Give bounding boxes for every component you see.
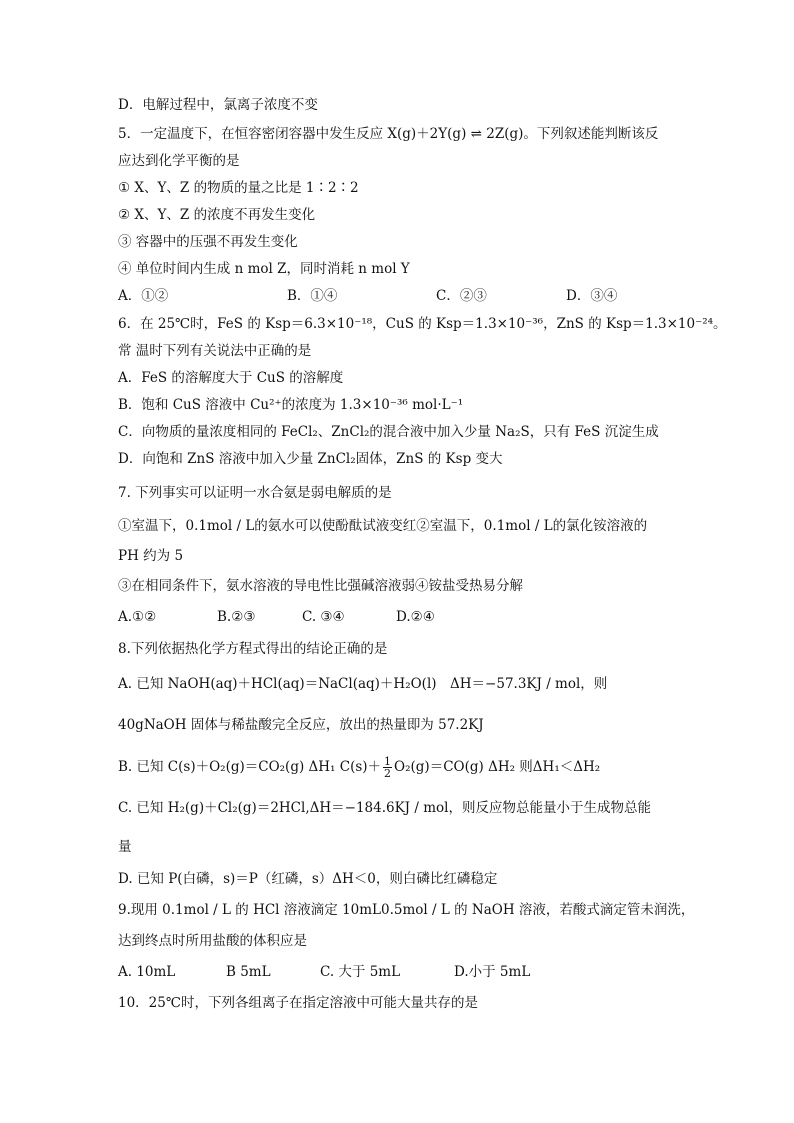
q4-option-d: D．电解过程中，氯离子浓度不变 — [118, 97, 318, 113]
q5-option-d: D．③④ — [566, 288, 618, 304]
q7-option-a: A.①② — [118, 609, 157, 625]
q8-option-c-line-1: C. 已知 H₂(g)＋Cl₂(g)＝2HCl,ΔH＝−184.6KJ / mol，则反应物总能量小于生成物总能 — [118, 800, 651, 816]
q5-statement-4: ④ 单位时间内生成 n mol Z，同时消耗 n mol Y — [118, 261, 410, 277]
q6-stem-line-2: 常 温时下列有关说法中正确的是 — [118, 343, 312, 359]
q6-option-b: B．饱和 CuS 溶液中 Cu²⁺的浓度为 1.3×10⁻³⁶ mol·L⁻¹ — [118, 397, 464, 413]
q8-option-c-line-2: 量 — [118, 839, 132, 855]
q8-option-d: D. 已知 P(白磷，s)＝P（红磷，s）ΔH＜0，则白磷比红磷稳定 — [118, 871, 498, 887]
q5-statement-2: ② X、Y、Z 的浓度不再发生变化 — [118, 207, 316, 223]
q9-option-a: A. 10mL — [118, 964, 176, 980]
q7-option-b: B.②③ — [217, 609, 256, 625]
q6-option-d: D．向饱和 ZnS 溶液中加入少量 ZnCl₂固体，ZnS 的 Ksp 变大 — [118, 451, 503, 467]
q5-option-b: B．①④ — [287, 288, 338, 304]
fraction-one-half — [383, 756, 392, 779]
q9-option-d: D.小于 5mL — [454, 964, 531, 980]
q5-statement-1: ① X、Y、Z 的物质的量之比是 1∶2∶2 — [118, 180, 359, 196]
q9-stem-line-2: 达到终点时所用盐酸的体积应是 — [118, 933, 307, 949]
q9-option-b: B 5mL — [226, 964, 271, 980]
q8-option-b-prefix: B. 已知 C(s)＋O₂(g)＝CO₂(g) ΔH₁ C(s)＋ — [118, 759, 382, 775]
q6-option-a: A．FeS 的溶解度大于 CuS 的溶解度 — [118, 370, 344, 386]
q7-option-c: C. ③④ — [302, 609, 345, 625]
q7-option-d: D.②④ — [396, 609, 435, 625]
q9-stem-line-1: 9.现用 0.1mol / L 的 HCl 溶液滴定 10mL0.5mol / L 的 NaOH 溶液，若酸式滴定管未润洗， — [118, 902, 695, 918]
q8-option-a-line-1: A. 已知 NaOH(aq)＋HCl(aq)＝NaCl(aq)＋H₂O(l) ΔH＝−57.3KJ / mol，则 — [118, 676, 608, 692]
q7-fact-line-1: ①室温下，0.1mol / L的氨水可以使酚酞试液变红②室温下，0.1mol / L的氯化铵溶液的 — [118, 518, 648, 534]
q10-stem: 10．25℃时，下列各组离子在指定溶液中可能大量共存的是 — [118, 995, 478, 1011]
q8-option-b — [118, 756, 600, 779]
q8-option-b-suffix: O₂(g)＝CO(g) ΔH₂ 则ΔH₁＜ΔH₂ — [394, 759, 601, 775]
q8-option-a-line-2: 40gNaOH 固体与稀盐酸完全反应，放出的热量即为 57.2KJ — [118, 717, 484, 733]
q6-option-c: C．向物质的量浓度相同的 FeCl₂、ZnCl₂的混合液中加入少量 Na₂S，只有 FeS 沉淀生成 — [118, 424, 659, 440]
q5-option-a: A．①② — [118, 288, 169, 304]
q7-fact-line-2: PH 约为 5 — [118, 548, 184, 564]
q5-statement-3: ③ 容器中的压强不再发生变化 — [118, 234, 298, 250]
fraction-numerator: 1 — [384, 755, 392, 768]
q9-option-c: C. 大于 5mL — [320, 964, 401, 980]
q7-fact-line-3: ③在相同条件下，氨水溶液的导电性比强碱溶液弱④铵盐受热易分解 — [118, 578, 523, 594]
q6-stem-line-1: 6．在 25℃时，FeS 的 Ksp＝6.3×10⁻¹⁸，CuS 的 Ksp＝1.3×10⁻³⁶，ZnS 的 Ksp＝1.3×10⁻²⁴。 — [118, 316, 727, 332]
q8-stem: 8.下列依据热化学方程式得出的结论正确的是 — [118, 641, 388, 657]
q5-stem-line-1: 5．一定温度下，在恒容密闭容器中发生反应 X(g)＋2Y(g) ⇌ 2Z(g)。下列叙述能判断该反 — [118, 126, 659, 142]
q5-option-c: C．②③ — [436, 288, 487, 304]
q5-stem-line-2: 应达到化学平衡的是 — [118, 153, 240, 169]
fraction-denominator: 2 — [384, 767, 392, 780]
q7-stem: 7. 下列事实可以证明一水合氨是弱电解质的是 — [118, 485, 392, 501]
